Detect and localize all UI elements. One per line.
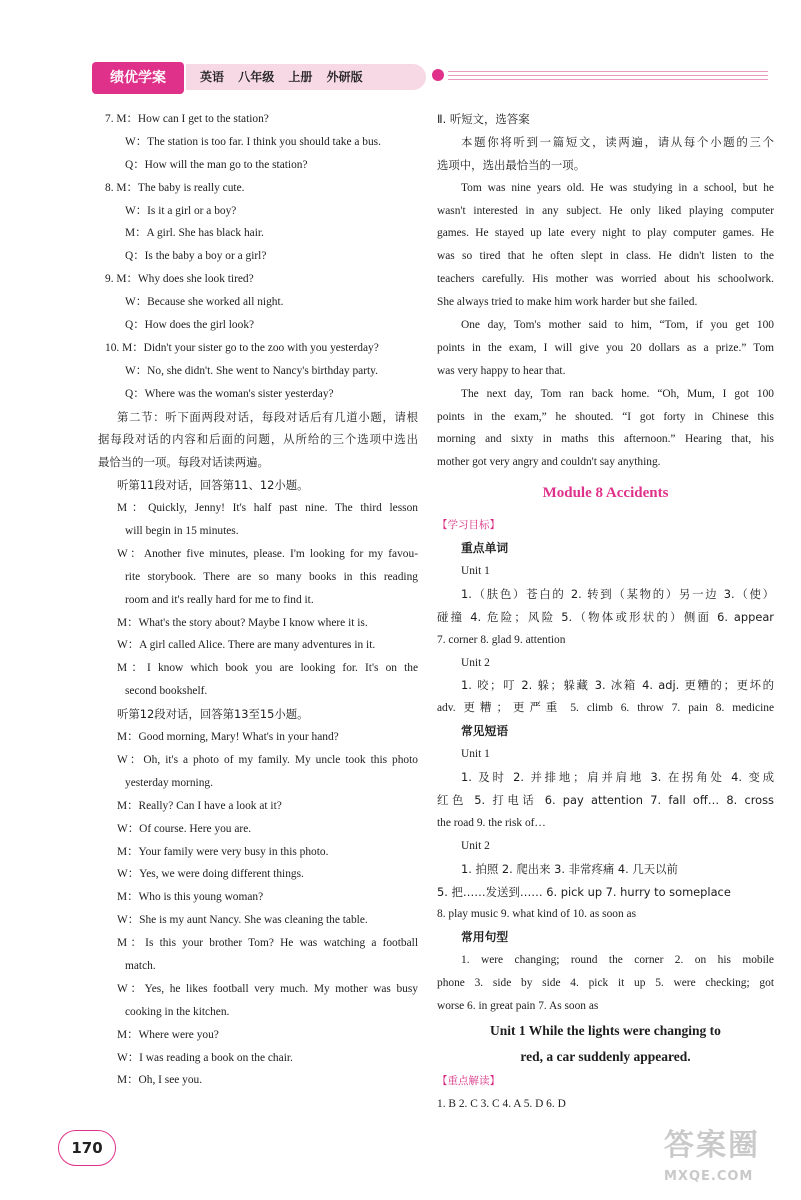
text-line: 听第11段对话，回答第11、12小题。	[117, 478, 309, 493]
text-line: Q：How will the man go to the station?	[125, 158, 308, 171]
text-line: 1.（肤色）苍白的 2. 转到（某物的）另一边 3.（使）	[461, 586, 774, 601]
text-line: W：Of course. Here you are.	[117, 822, 252, 835]
text-line: 本题你将听到一篇短文，读两遍，请从每个小题的三个	[461, 134, 774, 149]
text-line: points in the exam, I will give you 20 dollars as a prize.” Tom	[437, 341, 774, 354]
volume-label: 上册	[288, 70, 313, 84]
text-line: points in the exam,” he shouted. “I got forty in Chinese this	[437, 410, 774, 423]
text-line: Unit 1	[461, 565, 490, 578]
text-line: The next day, Tom ran back home. “Oh, Mum, I got 100	[461, 387, 774, 400]
key-answers-section	[437, 1070, 774, 1116]
text-line: M：I know which book you are looking for. It's on the	[117, 662, 418, 675]
text-line: morning and sixty in maths this afternoon.” Hearing that, his	[437, 433, 774, 446]
text-line: W：Is it a girl or a boy?	[125, 204, 237, 217]
text-line: 【重点解读】	[437, 1074, 500, 1087]
text-line: Tom was nine years old. He was studying in a school, but he	[461, 181, 774, 194]
text-line: Unit 2	[461, 656, 490, 669]
text-line: teachers carefully. His mother was worried about his schoolwork.	[437, 273, 774, 286]
text-line: match.	[125, 959, 156, 972]
text-line: mother got very angry and couldn't say anything.	[437, 456, 661, 469]
text-line: Unit 1	[461, 748, 490, 761]
edition-label: 外研版	[326, 70, 363, 84]
header-rule	[448, 71, 768, 72]
text-line: M：Is this your brother Tom? He was watching a football	[117, 937, 418, 950]
text-line: She always tried to make him work harder but she failed.	[437, 296, 698, 309]
listening-passage-section	[437, 108, 774, 474]
learning-goals-section	[437, 514, 774, 1018]
text-line: M：Good morning, Mary! What's in your hand?	[117, 731, 339, 744]
text-line: the road 9. the risk of…	[437, 816, 546, 829]
text-line: Q：Is the baby a boy or a girl?	[125, 250, 267, 263]
text-line: W：Yes, he likes football very much. My mother was busy	[117, 982, 418, 995]
text-line: 7. corner 8. glad 9. attention	[437, 633, 566, 646]
header-rule	[448, 79, 768, 80]
text-line: adv. 更糟；更严重 5. climb 6. throw 7. pain 8. medicine	[437, 702, 774, 715]
text-line: 第二节：听下面两段对话，每段对话后有几道小题，请根	[117, 409, 418, 424]
unit-title-line-2: red, a car suddenly appeared.	[520, 1048, 691, 1064]
text-line: yesterday morning.	[125, 776, 213, 789]
text-line: One day, Tom's mother said to him, “Tom, if you get 100	[461, 319, 774, 332]
text-line: 重点单词	[461, 541, 509, 556]
watermark-site-text: MXQE.COM	[664, 1169, 754, 1184]
watermark-logo	[664, 1124, 792, 1196]
brand-label: 绩优学案	[92, 62, 184, 94]
text-line: 【学习目标】	[437, 519, 500, 532]
text-line: W：Oh, it's a photo of my family. My uncle took this photo	[117, 753, 418, 766]
text-line: phone 3. side by side 4. pick it up 5. were checking; got	[437, 977, 774, 990]
text-line: W：I was reading a book on the chair.	[117, 1051, 293, 1064]
right-column	[437, 108, 774, 1116]
text-line: M：A girl. She has black hair.	[125, 227, 264, 240]
header-rule	[448, 75, 768, 76]
text-line: W：Another five minutes, please. I'm looking for my favou-	[117, 547, 418, 560]
text-line: M：Quickly, Jenny! It's half past nine. The third lesson	[117, 502, 418, 515]
page-number: 170	[58, 1130, 116, 1166]
text-line: cooking in the kitchen.	[125, 1005, 230, 1018]
text-line: M：Really? Can I have a look at it?	[117, 799, 282, 812]
text-line: was very happy to hear that.	[437, 364, 566, 377]
text-line: was so tired that he often slept in class. He didn't listen to the	[437, 250, 774, 263]
text-line: 最恰当的一项。每段对话读两遍。	[98, 455, 269, 470]
text-line: games. He stayed up late every night to play computer games. He	[437, 227, 774, 240]
book-info	[200, 66, 373, 88]
text-line: 常见短语	[461, 724, 509, 739]
text-line: Q：Where was the woman's sister yesterday?	[125, 387, 334, 400]
text-line: M：Where were you?	[117, 1028, 219, 1041]
text-line: Unit 2	[461, 839, 490, 852]
text-line: 红色 5. 打电话 6. pay attention 7. fall off… 8. cross	[437, 792, 774, 807]
text-line: W：Because she worked all night.	[125, 296, 284, 309]
text-line: M：Oh, I see you.	[117, 1074, 203, 1087]
subject-label: 英语	[200, 70, 225, 84]
text-line: 8. M：The baby is really cute.	[105, 181, 245, 194]
grade-label: 八年级	[238, 70, 275, 84]
text-line: 听第12段对话，回答第13至15小题。	[117, 707, 309, 722]
text-line: W：She is my aunt Nancy. She was cleaning the table.	[117, 914, 368, 927]
text-line: 1. 咬；叮 2. 躲；躲藏 3. 冰箱 4. adj. 更糟的；更坏的	[461, 678, 774, 693]
text-line: 选项中，选出最恰当的一项。	[437, 157, 586, 172]
text-line: 9. M：Why does she look tired?	[105, 273, 254, 286]
text-line: 1. were changing; round the corner 2. on his mobile	[461, 954, 774, 967]
text-line: 7. M：How can I get to the station?	[105, 113, 269, 125]
text-line: wasn't interested in any subject. He only liked playing computer	[437, 204, 774, 217]
text-line: 据每段对话的内容和后面的问题，从所给的三个选项中选出	[98, 432, 418, 447]
text-line: 1. B 2. C 3. C 4. A 5. D 6. D	[437, 1097, 566, 1110]
text-line: 10. M：Didn't your sister go to the zoo with you yesterday?	[105, 341, 379, 354]
text-line: M：Who is this young woman?	[117, 891, 264, 904]
text-line: 1. 拍照 2. 爬出来 3. 非常疼痛 4. 几天以前	[461, 861, 678, 876]
unit-title-line-1: Unit 1 While the lights were changing to	[490, 1022, 721, 1038]
text-line: 碰撞 4. 危险；风险 5.（物体或形状的）侧面 6. appear	[437, 609, 774, 624]
module-title: Module 8 Accidents	[542, 485, 669, 502]
text-line: W：No, she didn't. She went to Nancy's birthday party.	[125, 364, 378, 377]
text-line: Q：How does the girl look?	[125, 319, 255, 332]
text-line: W：A girl called Alice. There are many adventures in it.	[117, 639, 376, 652]
text-line: W：The station is too far. I think you should take a bus.	[125, 135, 381, 148]
header-dot	[432, 69, 444, 81]
text-line: rite storybook. There are so many books in this reading	[125, 570, 418, 583]
text-line: worse 6. in great pain 7. As soon as	[437, 999, 599, 1012]
text-line: 常用句型	[461, 930, 509, 945]
text-line: second bookshelf.	[125, 685, 208, 698]
text-line: M：What's the story about? Maybe I know where it is.	[117, 616, 368, 629]
text-line: Ⅱ. 听短文，选答案	[437, 112, 530, 126]
text-line: W：Yes, we were doing different things.	[117, 868, 304, 881]
text-line: will begin in 15 minutes.	[125, 525, 239, 538]
text-line: M：Your family were very busy in this photo.	[117, 845, 329, 858]
watermark-main-text: 答案圈	[664, 1128, 760, 1163]
text-line: 8. play music 9. what kind of 10. as soon as	[437, 908, 636, 921]
page-header	[0, 0, 801, 100]
left-column	[98, 108, 418, 1092]
text-line: 1. 及时 2. 并排地；肩并肩地 3. 在拐角处 4. 变成	[461, 770, 774, 785]
text-line: 5. 把……发送到…… 6. pick up 7. hurry to someplace	[437, 884, 731, 899]
text-line: room and it's really hard for me to find it.	[125, 593, 314, 606]
